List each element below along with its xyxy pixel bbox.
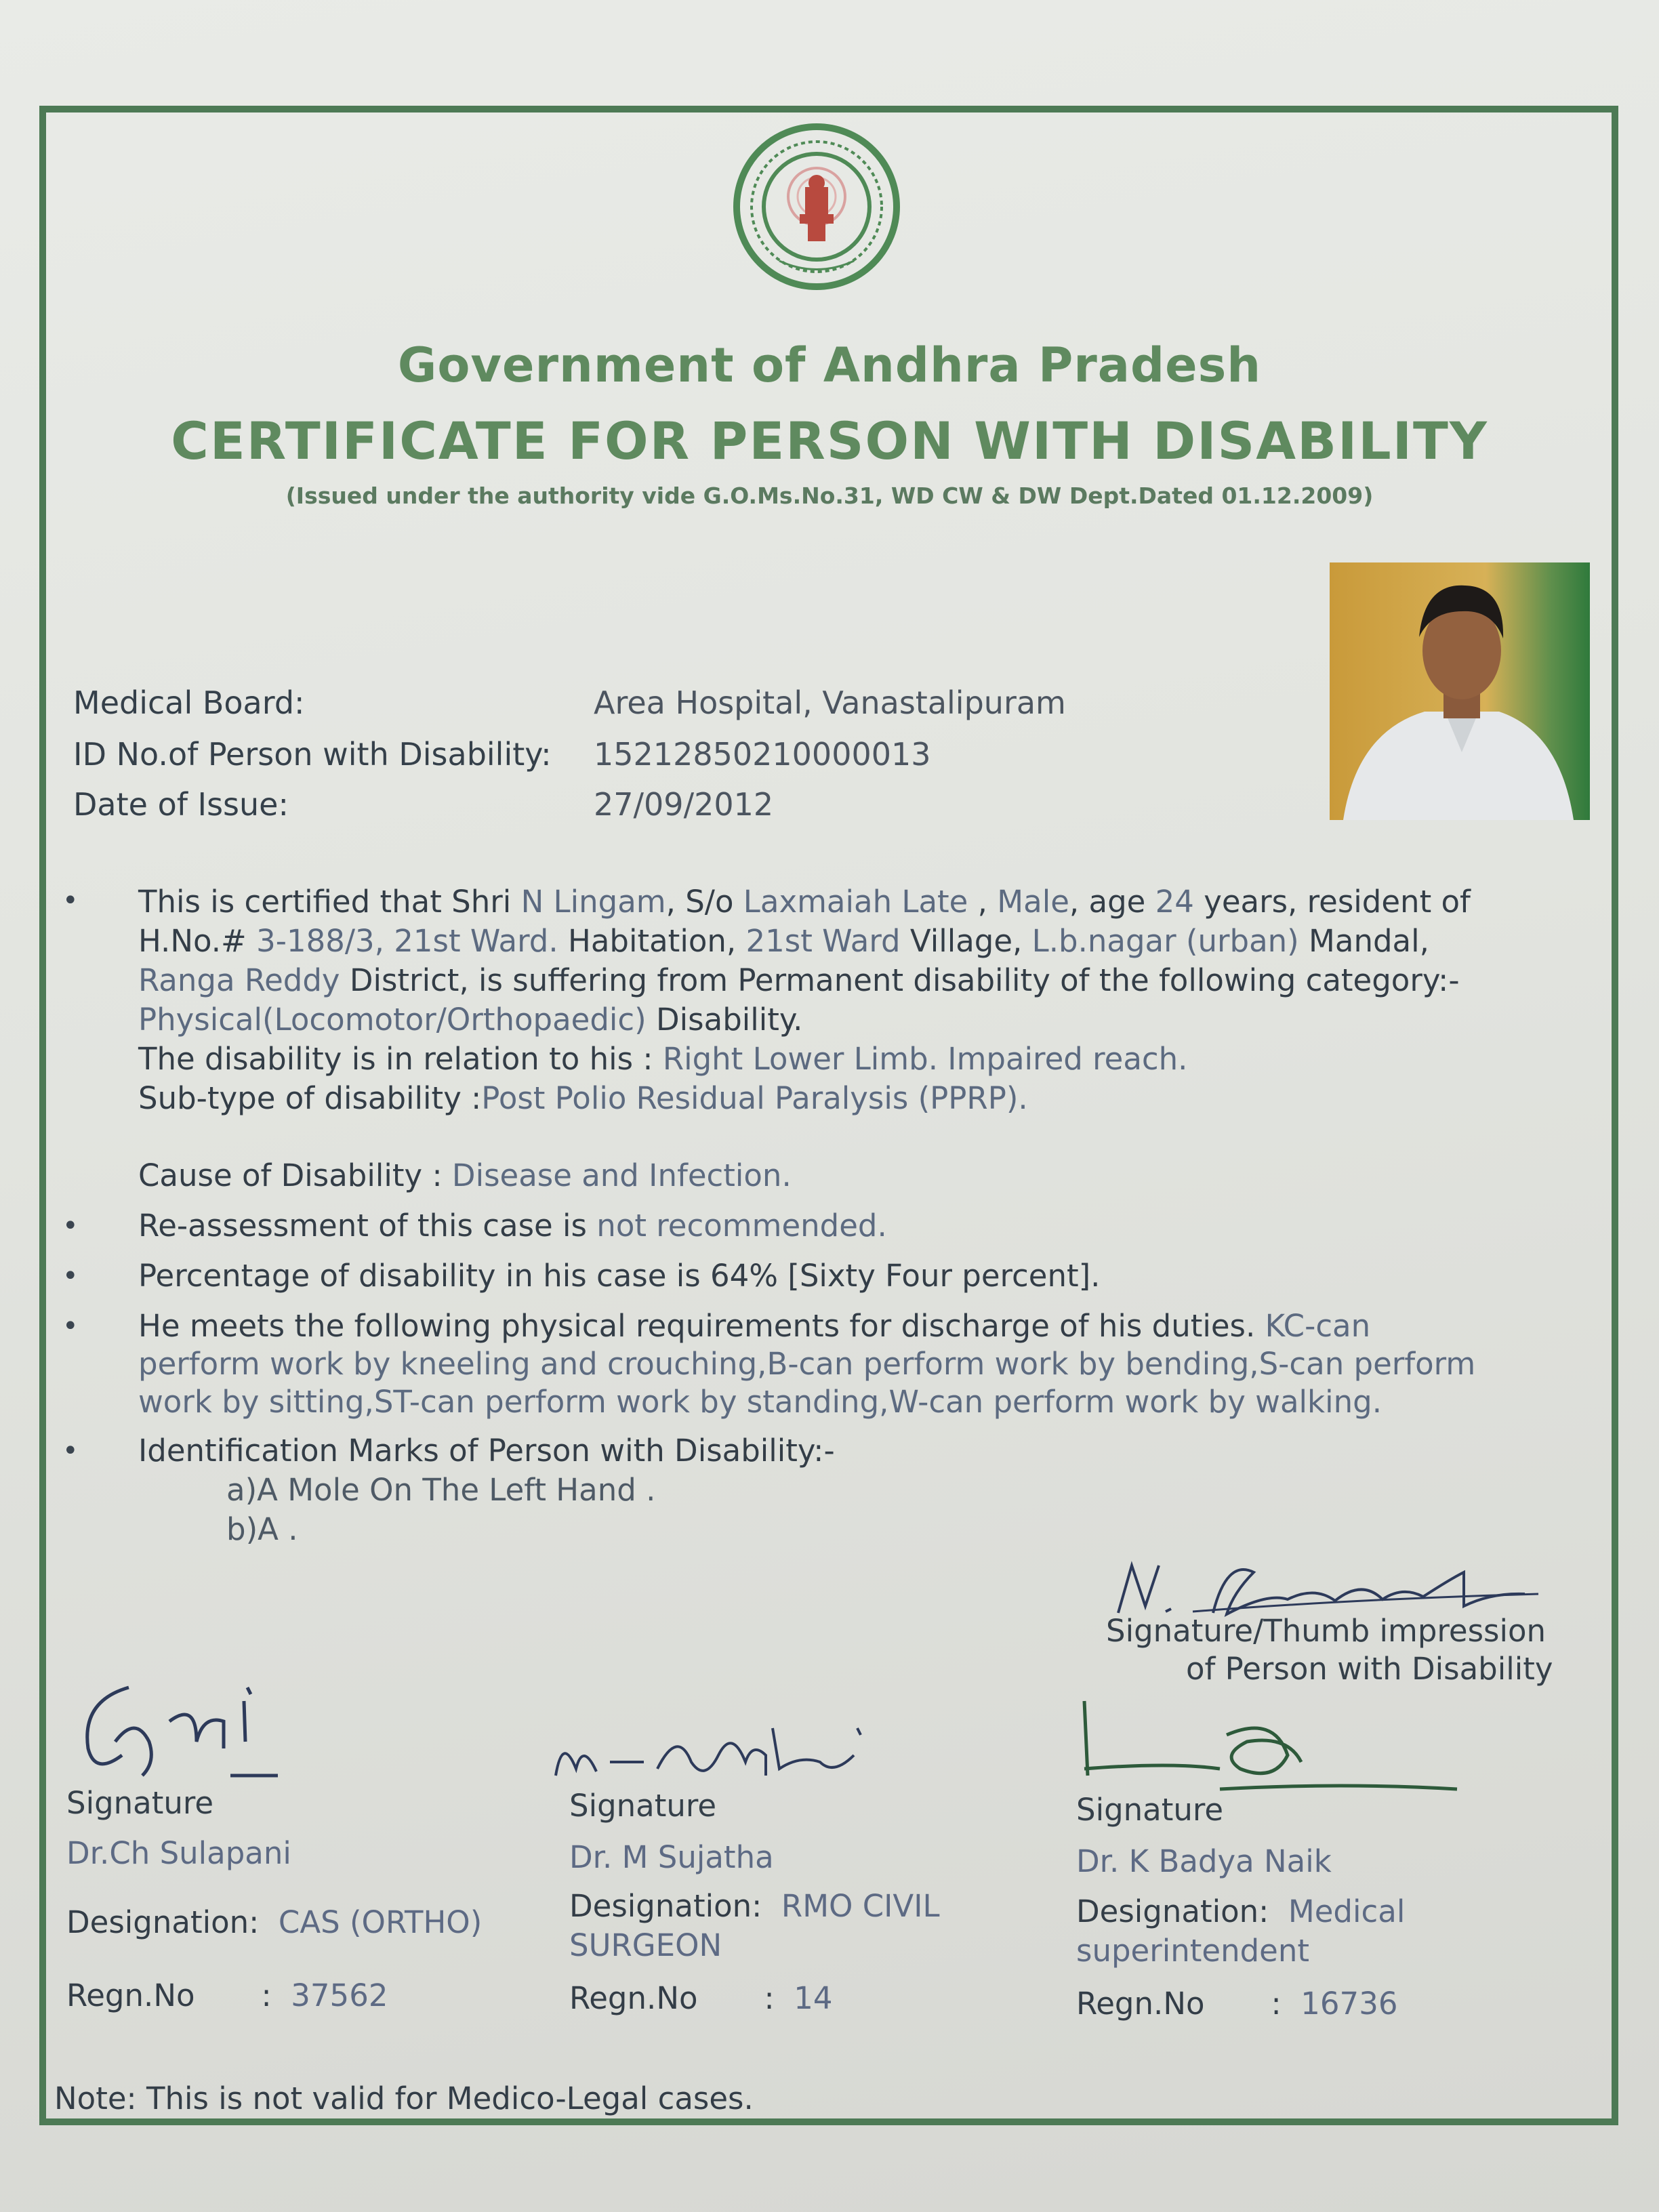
certification-line-1: This is certified that Shri N Lingam, S/o Laxmaiah Late , Male, age 24 years, resident of	[138, 884, 1471, 920]
id-number-value: 15212850210000013	[594, 736, 931, 773]
footer-note: Note: This is not valid for Medico-Legal cases.	[54, 2081, 754, 2116]
reassessment-line: Re-assessment of this case is not recommended.	[138, 1208, 887, 1244]
requirements-line-3: work by sitting,ST-can perform work by standing,W-can perform work by walking.	[138, 1384, 1382, 1420]
id-number-label: ID No.of Person with Disability:	[73, 736, 552, 773]
bullet-1: •	[62, 885, 79, 916]
right-doctor-signature	[1071, 1694, 1464, 1803]
requirements-line-1: He meets the following physical requirements for discharge of his duties. KC-can	[138, 1308, 1371, 1344]
medical-board-value: Area Hospital, Vanastalipuram	[594, 684, 1066, 721]
person-photo	[1330, 562, 1590, 820]
left-doctor-signature	[68, 1674, 291, 1782]
certification-line-4: Physical(Locomotor/Orthopaedic) Disability.	[138, 1002, 803, 1038]
authority-subtitle: (Issued under the authority vide G.O.Ms.No.31, WD CW & DW Dept.Dated 01.12.2009)	[285, 483, 1374, 509]
identification-mark-a: a)A Mole On The Left Hand .	[226, 1472, 656, 1508]
requirements-line-2: perform work by kneeling and crouching,B-can perform work by bending,S-can perform	[138, 1346, 1476, 1382]
right-designation: Designation: Medical	[1076, 1893, 1406, 1929]
left-regn: Regn.No : 37562	[66, 1978, 388, 2013]
medical-board-label: Medical Board:	[73, 684, 305, 721]
person-signature-caption-2: of Person with Disability	[1186, 1651, 1553, 1687]
percentage-line: Percentage of disability in his case is 64% [Sixty Four percent].	[138, 1258, 1101, 1294]
person-signature-caption-1: Signature/Thumb impression	[1106, 1613, 1547, 1649]
middle-doctor-signature	[549, 1715, 867, 1796]
left-signature-label: Signature	[66, 1785, 214, 1821]
middle-doctor-name: Dr. M Sujatha	[569, 1839, 774, 1875]
certification-line-2: H.No.# 3-188/3, 21st Ward. Habitation, 21st Ward Village, L.b.nagar (urban) Mandal,	[138, 923, 1429, 959]
bullet-5: •	[62, 1435, 79, 1467]
date-of-issue-value: 27/09/2012	[594, 786, 774, 823]
identification-mark-b: b)A .	[226, 1511, 298, 1547]
left-designation: Designation: CAS (ORTHO)	[66, 1904, 483, 1940]
identification-marks-heading: Identification Marks of Person with Disability:-	[138, 1433, 835, 1469]
disability-relation: The disability is in relation to his : Right Lower Limb. Impaired reach.	[138, 1041, 1188, 1077]
middle-signature-label: Signature	[569, 1788, 717, 1824]
bullet-2: •	[62, 1210, 79, 1242]
middle-designation-line-2: SURGEON	[569, 1927, 722, 1963]
certificate-title: CERTIFICATE FOR PERSON WITH DISABILITY	[171, 411, 1488, 471]
state-emblem-icon	[732, 122, 901, 291]
right-regn: Regn.No : 16736	[1076, 1986, 1398, 2022]
bullet-3: •	[62, 1261, 79, 1292]
middle-regn: Regn.No : 14	[569, 1980, 833, 2016]
disability-subtype: Sub-type of disability :Post Polio Residual Paralysis (PPRP).	[138, 1080, 1028, 1116]
left-doctor-name: Dr.Ch Sulapani	[66, 1835, 291, 1871]
bullet-4: •	[62, 1311, 79, 1342]
cause-of-disability: Cause of Disability : Disease and Infection.	[138, 1158, 792, 1193]
certification-line-3: Ranga Reddy District, is suffering from Permanent disability of the following category:-	[138, 962, 1460, 998]
right-designation-line-2: superintendent	[1076, 1933, 1310, 1969]
date-of-issue-label: Date of Issue:	[73, 786, 289, 823]
government-title: Government of Andhra Pradesh	[397, 337, 1262, 393]
right-doctor-name: Dr. K Badya Naik	[1076, 1843, 1332, 1879]
right-signature-label: Signature	[1076, 1792, 1224, 1828]
middle-designation: Designation: RMO CIVIL	[569, 1888, 940, 1924]
